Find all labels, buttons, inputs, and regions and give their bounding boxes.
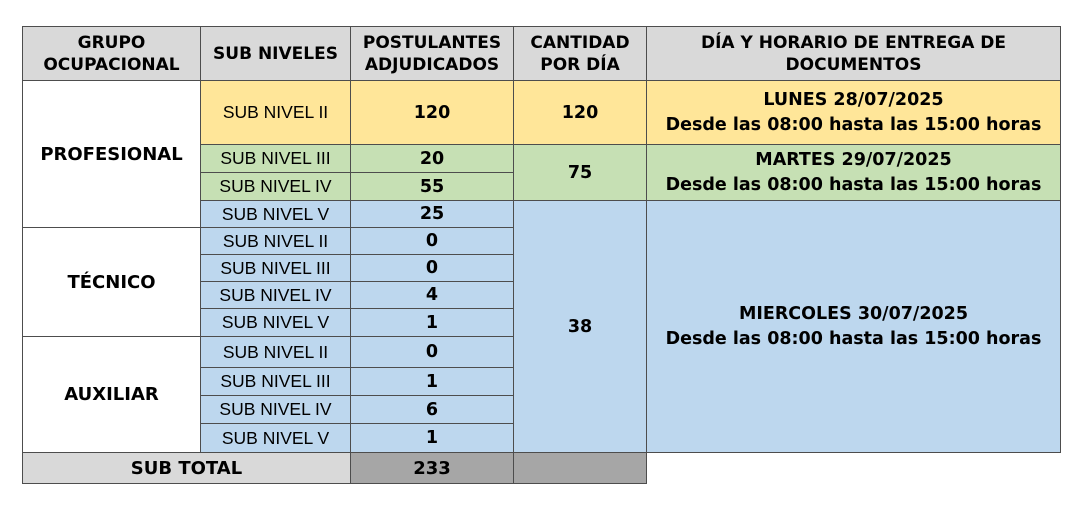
cantidad-day-3: 38 xyxy=(514,201,647,453)
subtotal-blank xyxy=(647,453,1061,484)
postulantes-cell: 0 xyxy=(351,337,514,368)
header-cantidad: CANTIDAD POR DÍA xyxy=(514,27,647,81)
postulantes-cell: 1 xyxy=(351,368,514,396)
cantidad-day-1: 120 xyxy=(514,81,647,145)
day-1-date: LUNES 28/07/2025 xyxy=(763,89,944,110)
postulantes-cell: 6 xyxy=(351,396,514,424)
header-postulantes: POSTULANTES ADJUDICADOS xyxy=(351,27,514,81)
postulantes-cell: 4 xyxy=(351,282,514,309)
postulantes-cell: 0 xyxy=(351,228,514,255)
subtotal-label: SUB TOTAL xyxy=(23,453,351,484)
subtotal-value: 233 xyxy=(351,453,514,484)
sub-level-cell: SUB NIVEL V xyxy=(201,424,351,453)
header-grupo: GRUPO OCUPACIONAL xyxy=(23,27,201,81)
sub-level-cell: SUB NIVEL III xyxy=(201,255,351,282)
sub-level-cell: SUB NIVEL IV xyxy=(201,282,351,309)
schedule-table xyxy=(22,26,1061,484)
day-3-hours: Desde las 08:00 hasta las 15:00 horas xyxy=(665,328,1042,349)
sub-level-cell: SUB NIVEL III xyxy=(201,145,351,173)
postulantes-cell: 0 xyxy=(351,255,514,282)
day-3-date: MIERCOLES 30/07/2025 xyxy=(738,303,969,324)
schedule-day-1 xyxy=(647,81,1061,145)
sub-level-cell: SUB NIVEL II xyxy=(201,228,351,255)
day-2-hours: Desde las 08:00 hasta las 15:00 horas xyxy=(665,174,1042,195)
postulantes-cell: 1 xyxy=(351,309,514,337)
sub-level-cell: SUB NIVEL II xyxy=(201,81,351,145)
subtotal-row xyxy=(23,453,1061,484)
sub-level-cell: SUB NIVEL II xyxy=(201,337,351,368)
group-profesional: PROFESIONAL xyxy=(23,81,201,228)
subtotal-empty-cell xyxy=(514,453,647,484)
sub-level-cell: SUB NIVEL IV xyxy=(201,396,351,424)
group-auxiliar: AUXILIAR xyxy=(23,337,201,453)
header-row xyxy=(23,27,1061,81)
sub-level-cell: SUB NIVEL V xyxy=(201,201,351,228)
sub-level-cell: SUB NIVEL IV xyxy=(201,173,351,201)
header-sub-niveles: SUB NIVELES xyxy=(201,27,351,81)
postulantes-cell: 55 xyxy=(351,173,514,201)
header-dia-horario: DÍA Y HORARIO DE ENTREGA DE DOCUMENTOS xyxy=(647,27,1061,81)
day-1-hours: Desde las 08:00 hasta las 15:00 horas xyxy=(665,114,1042,135)
group-tecnico: TÉCNICO xyxy=(23,228,201,337)
postulantes-cell: 20 xyxy=(351,145,514,173)
sub-level-cell: SUB NIVEL V xyxy=(201,309,351,337)
schedule-day-2 xyxy=(647,145,1061,201)
table-row xyxy=(23,81,1061,145)
postulantes-cell: 25 xyxy=(351,201,514,228)
postulantes-cell: 120 xyxy=(351,81,514,145)
postulantes-cell: 1 xyxy=(351,424,514,453)
cantidad-day-2: 75 xyxy=(514,145,647,201)
day-2-date: MARTES 29/07/2025 xyxy=(755,149,952,170)
schedule-day-3 xyxy=(647,201,1061,453)
sub-level-cell: SUB NIVEL III xyxy=(201,368,351,396)
